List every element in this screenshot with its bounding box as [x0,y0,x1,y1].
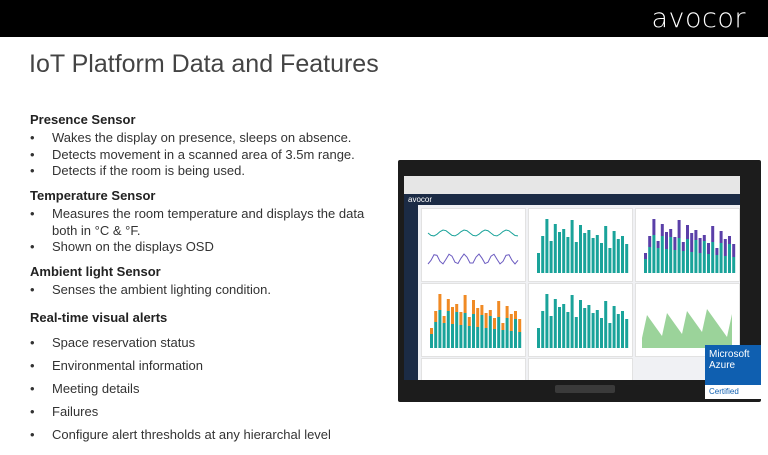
presence-section [30,112,380,180]
list-item: • Failures [30,404,380,421]
list-item: • Shown on the displays OSD [30,239,375,256]
azure-certified-badge [705,345,761,399]
header-bar [0,0,768,37]
dashboard-panel [528,208,633,282]
list-item: • Configure alert thresholds at any hierarchal level [30,427,380,444]
avocor-logo: avocor [651,3,746,34]
list-item: • Wakes the display on presence, sleeps on absence. [30,130,380,147]
list-item: • Meeting details [30,381,380,398]
monitor-control-bar [555,385,615,393]
alerts-section [30,310,380,450]
temperature-section [30,188,375,256]
dashboard-panel [528,283,633,357]
presence-heading: Presence Sensor [30,112,136,127]
temperature-list [30,206,375,256]
alerts-list [30,335,380,444]
ambient-list [30,282,380,299]
dashboard-panel [528,358,633,380]
ambient-section [30,264,380,299]
ambient-heading: Ambient light Sensor [30,264,161,279]
panel-graphic [529,284,632,356]
list-item: • Detects if the room is being used. [30,163,380,180]
slide-title: IoT Platform Data and Features [29,50,379,78]
list-item: • Space reservation status [30,335,380,352]
alerts-heading: Real-time visual alerts [30,310,168,325]
list-item: • Detects movement in a scanned area of 3.5m range. [30,147,380,164]
list-item: • Senses the ambient lighting condition. [30,282,380,299]
badge-line-2: Azure [709,360,736,371]
list-item: • Measures the room temperature and displays the data both in °C & °F. [30,206,375,239]
dashboard-panel [421,283,526,357]
dashboard-screenshot [404,176,740,380]
dashboard-panel [421,208,526,282]
panel-graphic [422,209,525,281]
dashboard-header [404,194,740,205]
browser-toolbar [404,176,740,195]
badge-line-1: Microsoft [709,349,750,360]
dashboard-logo: avocor [408,195,433,204]
panel-graphic [529,209,632,281]
dashboard-panel [421,358,526,380]
temperature-heading: Temperature Sensor [30,188,156,203]
presence-list [30,130,380,180]
panel-graphic [422,284,525,356]
panel-graphic [636,209,739,281]
badge-certified: Certified [705,385,761,399]
dashboard-sidebar [404,205,418,380]
dashboard-panel [635,208,740,282]
list-item: • Environmental information [30,358,380,375]
